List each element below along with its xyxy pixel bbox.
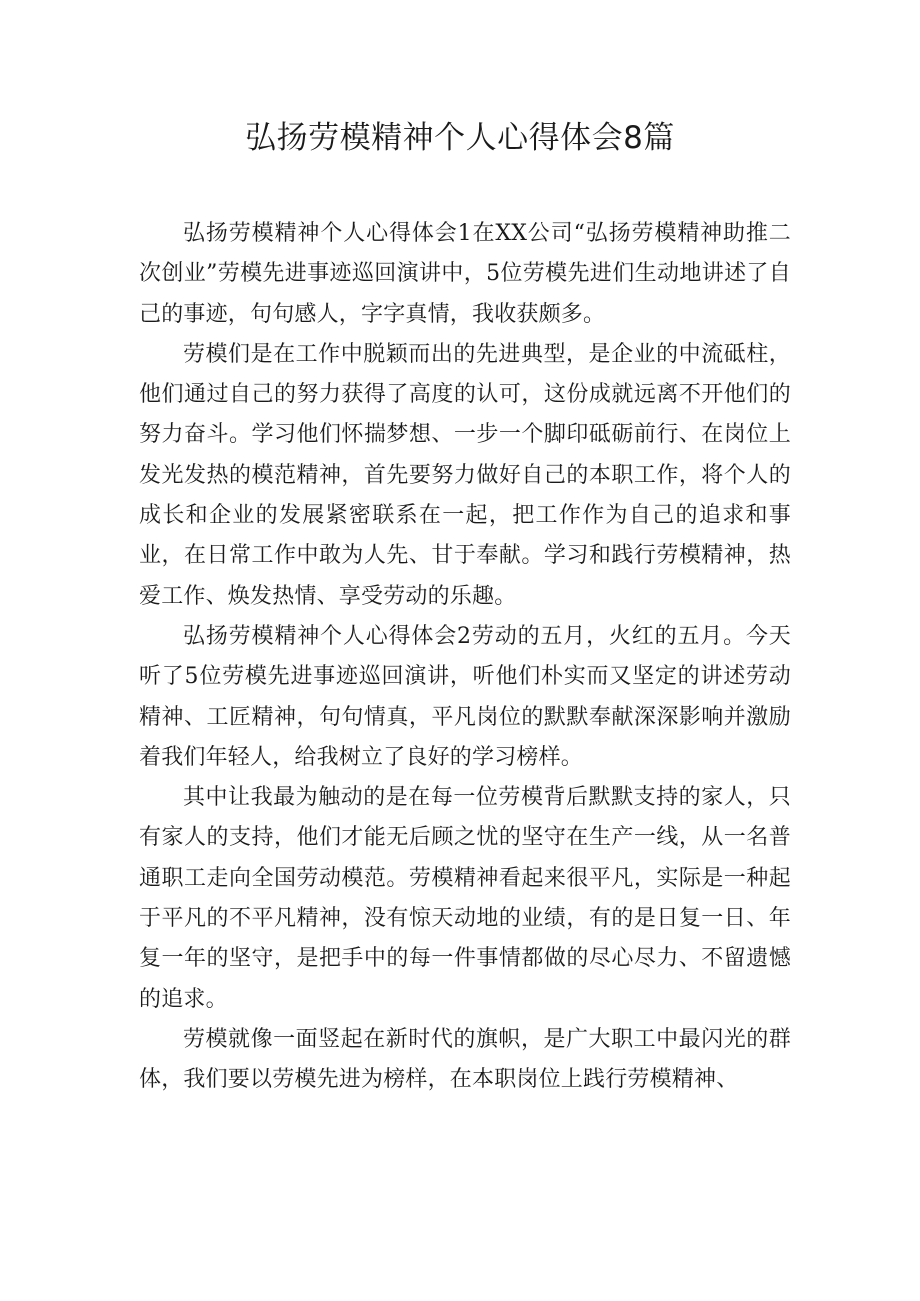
document-body xyxy=(139,214,791,1101)
document-title: 弘扬劳模精神个人心得体会8篇 xyxy=(245,120,675,156)
paragraph-1: 弘扬劳模精神个人心得体会1在XX公司“弘扬劳模精神助推二次创业”劳模先进事迹巡回演讲中，5位劳模先进们生动地讲述了自己的事迹，句句感人，字字真情，我收获颇多。 xyxy=(139,221,791,327)
paragraph-5: 劳模就像一面竖起在新时代的旗帜，是广大职工中最闪光的群体，我们要以劳模先进为榜样，在本职岗位上践行劳模精神、 xyxy=(139,1026,791,1093)
paragraph-2: 劳模们是在工作中脱颖而出的先进典型，是企业的中流砥柱，他们通过自己的努力获得了高度的认可，这份成就远离不开他们的努力奋斗。学习他们怀揣梦想、一步一个脚印砥砺前行、在岗位上发光发热的模范精神，首先要努力做好自己的本职工作，将个人的成长和企业的发展紧密联系在一起，把工作作为自己的追求和事业，在日常工作中敢为人先、甘于奉献。学习和践行劳模精神，热爱工作、焕发热情、享受劳动的乐趣。 xyxy=(139,341,791,609)
paragraph-4: 其中让我最为触动的是在每一位劳模背后默默支持的家人，只有家人的支持，他们才能无后顾之忧的坚守在生产一线，从一名普通职工走向全国劳动模范。劳模精神看起来很平凡，实际是一种起于平凡的不平凡精神，没有惊天动地的业绩，有的是日复一日、年复一年的坚守，是把手中的每一件事情都做的尽心尽力、不留遗憾的追求。 xyxy=(139,785,791,1012)
paragraph-3: 弘扬劳模精神个人心得体会2劳动的五月，火红的五月。今天听了5位劳模先进事迹巡回演讲，听他们朴实而又坚定的讲述劳动精神、工匠精神，句句情真，平凡岗位的默默奉献深深影响并激励着我们年轻人，给我树立了良好的学习榜样。 xyxy=(139,623,791,770)
